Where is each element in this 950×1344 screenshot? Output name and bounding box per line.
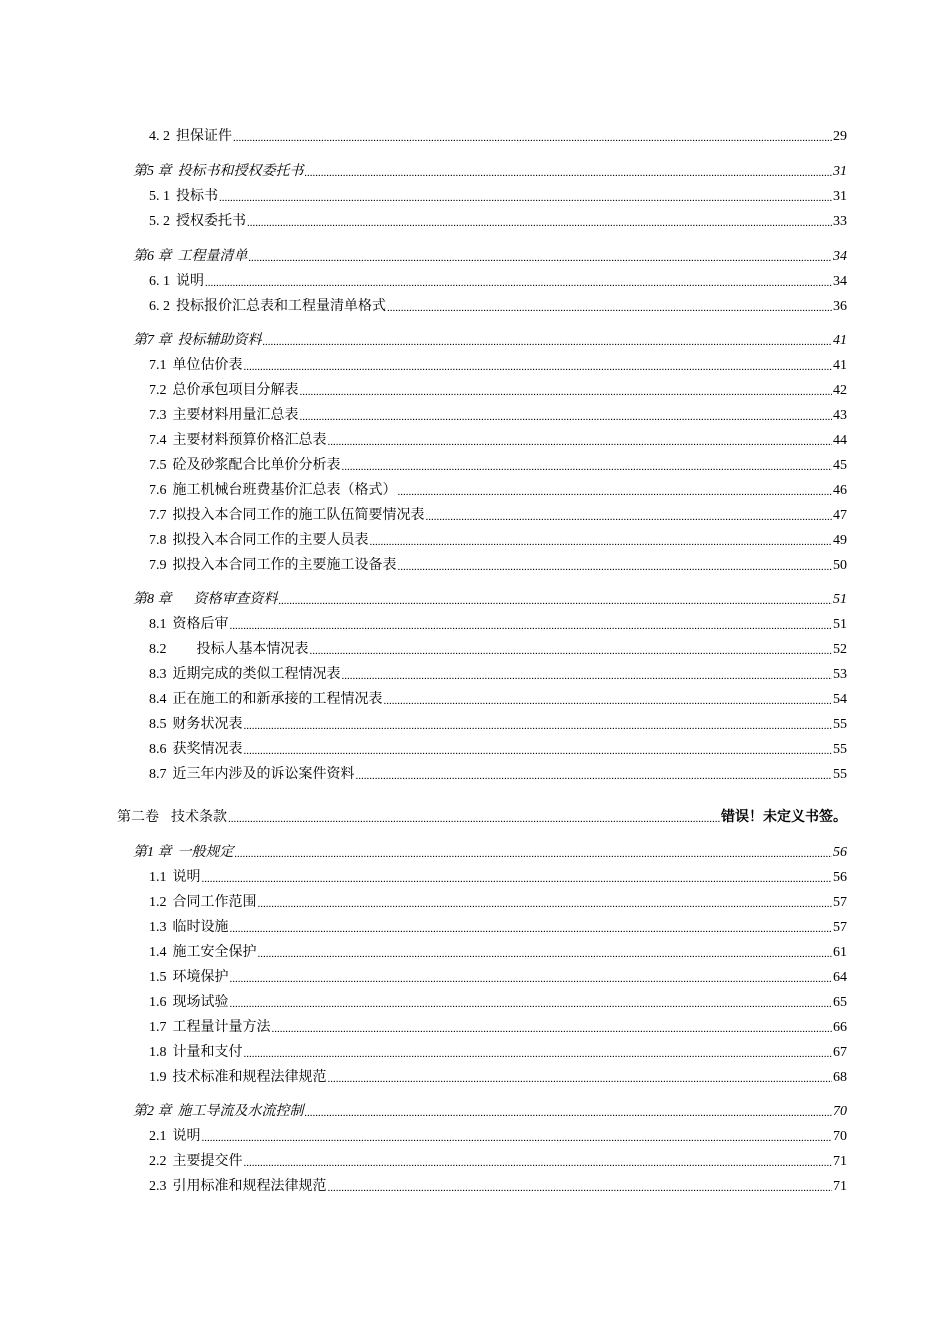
toc-page-number: 43 [833, 408, 847, 423]
toc-page-number: 47 [833, 508, 847, 523]
toc-page-number: 45 [833, 458, 847, 473]
toc-entry-label: 6. 1 说明 [149, 274, 204, 289]
toc-entry[interactable] [149, 990, 847, 1012]
toc-entry-label: 7.7 拟投入本合同工作的施工队伍简要情况表 [149, 508, 425, 523]
toc-entry-label: 1.3 临时设施 [149, 920, 229, 935]
dot-leader [244, 1047, 833, 1062]
toc-entry-label: 8.1 资格后审 [149, 617, 229, 632]
dot-leader [249, 251, 833, 266]
toc-page-number: 54 [833, 692, 847, 707]
toc-entry-label: 7.9 拟投入本合同工作的主要施工设备表 [149, 558, 397, 573]
toc-page-number: 66 [833, 1020, 847, 1035]
toc-chapter-entry[interactable] [133, 328, 847, 350]
toc-entry[interactable] [149, 528, 847, 550]
toc-entry-label: 第8 章 资格审查资料 [133, 592, 278, 607]
toc-page-number: 57 [833, 920, 847, 935]
toc-entry[interactable] [149, 184, 847, 206]
toc-page-number: 34 [833, 249, 847, 264]
dot-leader [305, 1106, 833, 1121]
dot-leader [244, 360, 833, 375]
toc-page-number: 56 [833, 845, 847, 860]
toc-entry-label: 2.1 说明 [149, 1129, 201, 1144]
toc-page-number: 51 [833, 617, 847, 632]
toc-entry-label: 7.5 砼及砂浆配合比单价分析表 [149, 458, 341, 473]
toc-entry[interactable] [149, 378, 847, 400]
toc-page-number: 31 [833, 164, 847, 179]
dot-leader [384, 694, 833, 709]
dot-leader [233, 131, 832, 146]
toc-entry[interactable] [149, 124, 847, 146]
toc-page-number: 57 [833, 895, 847, 910]
toc-entry[interactable] [149, 1124, 847, 1146]
toc-page-number: 50 [833, 558, 847, 573]
toc-entry-label: 6. 2 投标报价汇总表和工程量清单格式 [149, 299, 386, 314]
toc-page-number: 71 [833, 1154, 847, 1169]
dot-leader [279, 594, 833, 609]
dot-leader [398, 485, 833, 500]
dot-leader [230, 972, 833, 987]
bookmark-error-text: 错误！未定义书签。 [721, 810, 847, 825]
toc-entry[interactable] [149, 915, 847, 937]
toc-entry[interactable] [149, 428, 847, 450]
toc-page-number: 71 [833, 1179, 847, 1194]
toc-entry[interactable] [149, 612, 847, 634]
toc-entry-label: 1.5 环境保护 [149, 970, 229, 985]
toc-entry[interactable] [149, 687, 847, 709]
toc-entry-label: 1.7 工程量计量方法 [149, 1020, 271, 1035]
toc-page-number: 33 [833, 214, 847, 229]
dot-leader [300, 385, 833, 400]
toc-entry[interactable] [149, 865, 847, 887]
toc-entry-label: 第1 章 一般规定 [133, 845, 234, 860]
dot-leader [244, 719, 833, 734]
toc-page-number: 52 [833, 642, 847, 657]
dot-leader [202, 872, 833, 887]
toc-entry[interactable] [149, 1065, 847, 1087]
dot-leader [310, 644, 833, 659]
toc-entry-label: 1.8 计量和支付 [149, 1045, 243, 1060]
dot-leader [272, 1022, 833, 1037]
toc-entry-label: 7.3 主要材料用量汇总表 [149, 408, 299, 423]
toc-page-number: 51 [833, 592, 847, 607]
toc-entry[interactable] [149, 737, 847, 759]
toc-page-number: 70 [833, 1129, 847, 1144]
toc-entry-label: 7.2 总价承包项目分解表 [149, 383, 299, 398]
toc-page-number: 67 [833, 1045, 847, 1060]
dot-leader [342, 669, 833, 684]
toc-page-number: 46 [833, 483, 847, 498]
toc-page-number: 41 [833, 333, 847, 348]
toc-entry-label: 第6 章 工程量清单 [133, 249, 248, 264]
dot-leader [300, 410, 833, 425]
toc-entry-label: 4. 2 担保证件 [149, 129, 232, 144]
toc-entry-label: 1.1 说明 [149, 870, 201, 885]
toc-entry-label: 1.9 技术标准和规程法律规范 [149, 1070, 327, 1085]
toc-entry-label: 第二卷 技术条款 [117, 810, 227, 825]
toc-entry-label: 2.3 引用标准和规程法律规范 [149, 1179, 327, 1194]
toc-entry[interactable] [149, 553, 847, 575]
toc-page-number: 61 [833, 945, 847, 960]
toc-chapter-entry[interactable] [133, 1099, 847, 1121]
dot-leader [244, 1156, 833, 1171]
toc-entry-label: 7.4 主要材料预算价格汇总表 [149, 433, 327, 448]
toc-entry-label: 1.4 施工安全保护 [149, 945, 257, 960]
toc-chapter-entry[interactable] [133, 840, 847, 862]
toc-entry-label: 1.6 现场试验 [149, 995, 229, 1010]
dot-leader [370, 535, 833, 550]
toc-entry[interactable] [149, 453, 847, 475]
toc-page-number: 55 [833, 717, 847, 732]
toc-entry-label: 第2 章 施工导流及水流控制 [133, 1104, 304, 1119]
toc-entry-label: 7.6 施工机械台班费基价汇总表（格式） [149, 483, 397, 498]
dot-leader [258, 897, 833, 912]
toc-entry[interactable] [149, 762, 847, 784]
toc-page-number: 49 [833, 533, 847, 548]
dot-leader [219, 191, 832, 206]
toc-entry-label: 7.8 拟投入本合同工作的主要人员表 [149, 533, 369, 548]
dot-leader [235, 847, 833, 862]
dot-leader [205, 276, 832, 291]
toc-chapter-entry[interactable] [133, 159, 847, 181]
toc-entry[interactable] [149, 965, 847, 987]
dot-leader [328, 435, 833, 450]
dot-leader [263, 335, 833, 350]
toc-chapter-entry[interactable] [133, 587, 847, 609]
toc-entry-label: 8.4 正在施工的和新承接的工程情况表 [149, 692, 383, 707]
toc-entry-label: 5. 2 授权委托书 [149, 214, 246, 229]
dot-leader [202, 1131, 833, 1146]
dot-leader [230, 997, 833, 1012]
toc-page-number: 41 [833, 358, 847, 373]
toc-entry[interactable] [149, 940, 847, 962]
toc-entry-label: 7.1 单位估价表 [149, 358, 243, 373]
dot-leader [244, 744, 833, 759]
toc-entry-label: 8.6 获奖情况表 [149, 742, 243, 757]
toc-page-number: 44 [833, 433, 847, 448]
toc-entry-label: 8.5 财务状况表 [149, 717, 243, 732]
toc-entry-label: 8.2 投标人基本情况表 [149, 642, 309, 657]
dot-leader [342, 460, 833, 475]
toc-entry[interactable] [149, 269, 847, 291]
toc-page-number: 31 [833, 189, 847, 204]
toc-entry[interactable] [149, 662, 847, 684]
toc-entry[interactable] [149, 209, 847, 231]
dot-leader [356, 769, 833, 784]
toc-volume-entry[interactable] [117, 805, 847, 827]
dot-leader [230, 922, 833, 937]
toc-entry[interactable] [149, 503, 847, 525]
toc-entry[interactable] [149, 294, 847, 316]
toc-entry-label: 2.2 主要提交件 [149, 1154, 243, 1169]
toc-page-number: 53 [833, 667, 847, 682]
toc-page-number: 55 [833, 767, 847, 782]
dot-leader [328, 1181, 833, 1196]
toc-entry[interactable] [149, 1149, 847, 1171]
toc-page-number: 70 [833, 1104, 847, 1119]
dot-leader [387, 301, 832, 316]
toc-entry[interactable] [149, 403, 847, 425]
toc-entry-label: 8.3 近期完成的类似工程情况表 [149, 667, 341, 682]
dot-leader [258, 947, 833, 962]
toc-entry[interactable] [149, 712, 847, 734]
dot-leader [247, 216, 832, 231]
dot-leader [328, 1072, 833, 1087]
toc-entry[interactable] [149, 1040, 847, 1062]
toc-entry[interactable] [149, 353, 847, 375]
toc-page-number: 42 [833, 383, 847, 398]
toc-entry[interactable] [149, 637, 847, 659]
toc-entry[interactable] [149, 1015, 847, 1037]
toc-page-number: 34 [833, 274, 847, 289]
toc-entry-label: 5. 1 投标书 [149, 189, 218, 204]
toc-entry[interactable] [149, 890, 847, 912]
toc-page-number: 65 [833, 995, 847, 1010]
toc-page-number: 36 [833, 299, 847, 314]
dot-leader [228, 812, 720, 827]
toc-page-number: 29 [833, 129, 847, 144]
toc-page-number: 56 [833, 870, 847, 885]
toc-page-number: 55 [833, 742, 847, 757]
toc-entry-label: 1.2 合同工作范围 [149, 895, 257, 910]
toc-entry-label: 第5 章 投标书和授权委托书 [133, 164, 304, 179]
dot-leader [426, 510, 833, 525]
toc-entry[interactable] [149, 478, 847, 500]
toc-entry-label: 8.7 近三年内涉及的诉讼案件资料 [149, 767, 355, 782]
toc-page-number: 64 [833, 970, 847, 985]
toc-entry-label: 第7 章 投标辅助资料 [133, 333, 262, 348]
dot-leader [230, 619, 833, 634]
toc-page-number: 68 [833, 1070, 847, 1085]
dot-leader [305, 166, 833, 181]
toc-chapter-entry[interactable] [133, 244, 847, 266]
dot-leader [398, 560, 833, 575]
toc-entry[interactable] [149, 1174, 847, 1196]
